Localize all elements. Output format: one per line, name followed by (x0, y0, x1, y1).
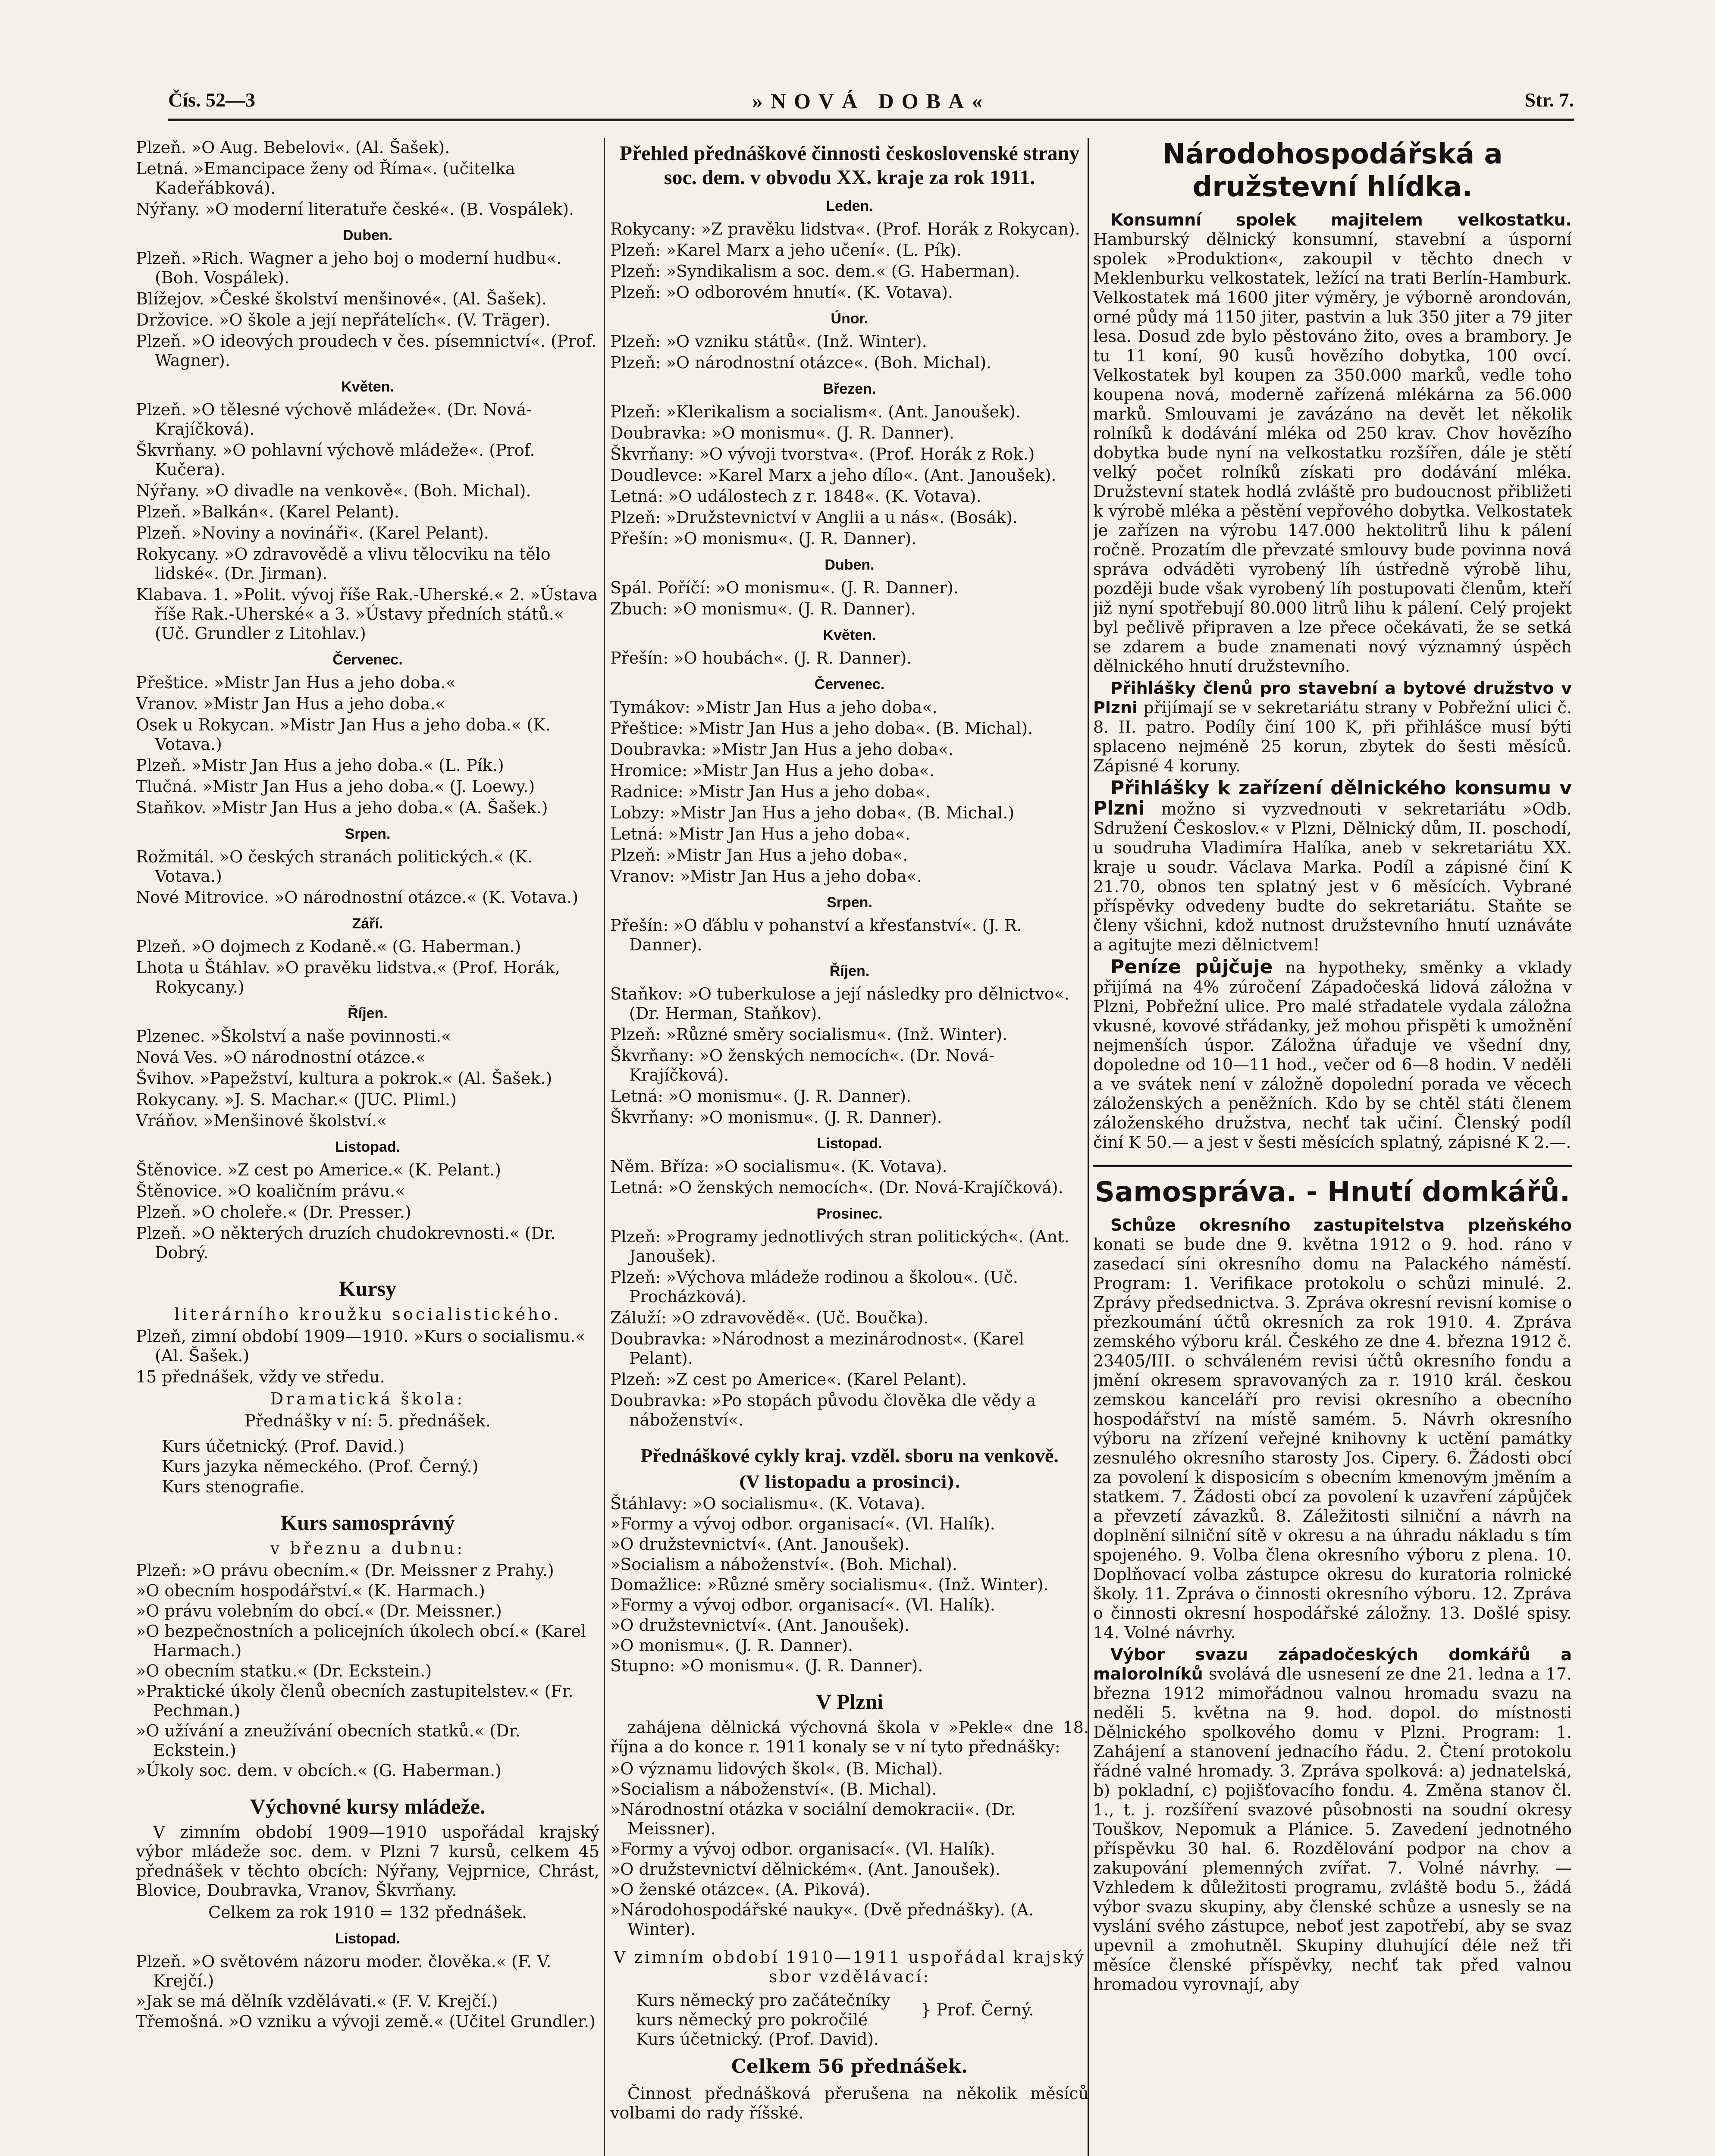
lecture-entry: »O obecním hospodářství.« (K. Harmach.) (136, 1581, 485, 1600)
column-divider (604, 138, 605, 2156)
lecture-entry: »Jak se má dělník vzdělávati.« (F. V. Krejčí.) (136, 1992, 498, 2011)
kurs-lecturer: } Prof. Černý. (921, 2000, 1034, 2019)
cykly-sub: (V listopadu a prosinci). (738, 1472, 961, 1492)
lecture-entry: Nýřany. »O divadle na venkově«. (Boh. Michal). (136, 481, 531, 500)
lecture-entry: Přešín: »O houbách«. (J. R. Danner). (610, 649, 912, 667)
lecture-entry: Přešín: »O monismu«. (J. R. Danner). (610, 529, 917, 548)
lecture-entry: »O ženské otázce«. (A. Piková). (610, 1880, 871, 1899)
lecture-entry: Držovice. »O škole a její nepřátelích«. (V. Träger). (136, 310, 551, 329)
month-heading: Srpen. (345, 826, 391, 842)
lecture-entry: Záluží: »O zdravovědě«. (Uč. Boučka). (610, 1308, 929, 1327)
kursy-subtitle: literárního kroužku socialistického. (174, 1305, 561, 1324)
lecture-entry: Zbuch: »O monismu«. (J. R. Danner). (610, 599, 916, 618)
lecture-entry: Letná: »Mistr Jan Hus a jeho doba«. (610, 824, 910, 843)
column-2 (610, 138, 1089, 2156)
month-heading: Srpen. (827, 894, 872, 911)
lecture-entry: Plzeň: »Výchova mládeže rodinou a školou«. (Uč. Procházková). (610, 1268, 1018, 1306)
lecture-entry: »Socialism a náboženství«. (Boh. Michal). (610, 1555, 957, 1574)
lecture-entry: Nové Mitrovice. »O národnostní otázce.« (K. Votava.) (136, 888, 579, 907)
section-divider (1093, 1165, 1572, 1167)
cykly-list (610, 1494, 1089, 1676)
end-note: Činnost přednášková přerušena na několik měsíců volbami do rady říšské. (610, 2084, 1089, 2122)
samospravny-title: Kurs samosprávný (280, 1510, 455, 1535)
column-1 (136, 138, 599, 2156)
month-heading: Duben. (342, 227, 393, 244)
lecture-entry: »Socialism a náboženství«. (B. Michal). (610, 1780, 937, 1799)
lecture-entry: Staňkov. »Mistr Jan Hus a jeho doba.« (A. Šašek.) (136, 798, 548, 817)
lecture-entry: Přeštice: »Mistr Jan Hus a jeho doba«. (B. Michal). (610, 719, 1033, 738)
lecture-entry: Plzeň: »Z cest po Americe«. (Karel Pelant). (610, 1370, 967, 1389)
lecture-entry: Plzeň: »Syndikalism a soc. dem.« (G. Haberman). (610, 262, 1020, 281)
lecture-entry: Plzeň: »O národnostní otázce«. (Boh. Michal). (610, 353, 992, 372)
lecture-entry: Stupno: »O monismu«. (J. R. Danner). (610, 1656, 923, 1675)
lecture-entry: Štěnovice. »Z cest po Americe.« (K. Pelant.) (136, 1160, 501, 1179)
lecture-entry: Plzeň. »Rich. Wagner a jeho boj o moderní hudbu«. (Boh. Vospálek). (136, 249, 562, 287)
lecture-entry: Osek u Rokycan. »Mistr Jan Hus a jeho doba.« (K. Votava.) (136, 715, 551, 754)
overview-title: Přehled přednáškové činnosti československé strany soc. dem. v obvodu XX. kraje za rok 1911. (619, 142, 1080, 189)
kurs-line: Kurs německý pro začátečníky (636, 1991, 890, 2010)
lecture-entry: »Formy a vývoj odbor. organisací«. (Vl. Halík). (610, 1839, 995, 1858)
lecture-entry: Plzeň: »O právu obecním.« (Dr. Meissner z Prahy.) (136, 1561, 554, 1580)
lecture-entry: »Národohospodářské nauky«. (Dvě přednášky). (A. Winter). (610, 1900, 1034, 1939)
month-heading: Prosinec. (816, 1206, 883, 1222)
lecture-entry: »O družstevnictví dělnickém«. (Ant. Janoušek). (610, 1860, 1000, 1879)
month-heading: Květen. (823, 627, 876, 643)
lecture-entry: Plzeň. »O dojmech z Kodaně.« (G. Haberman.) (136, 937, 521, 956)
lecture-entry: Plzeň: »Družstevnictví v Anglii a u nás«. (Bosák). (610, 508, 1018, 527)
lecture-entry: Škvrňany: »O monismu«. (J. R. Danner). (610, 1108, 942, 1127)
month-heading: Listopad. (335, 1930, 401, 1947)
article-lead: Konsumní spolek majitelem velkostatku. (1110, 210, 1572, 229)
lecture-entry: Doubravka: »Národnost a mezinárodnost«. (Karel Pelant). (610, 1329, 1024, 1368)
lecture-entry: Plzeň. »Balkán«. (Karel Pelant). (136, 502, 399, 521)
lecture-entry: Domažlice: »Různé směry socialismu«. (Inž. Winter). (610, 1575, 1049, 1594)
article-text: konati se bude dne 9. května 1912 o 9. hod. ráno v zasedací síni okresního domu na Palackého náměstí. Program: 1. Verifikace protokolu o schůzi minulé. 2. Zprávy předsednictva. 3. Zpráva okresní revisní komise o přezkoumání účtů okresních za rok 1910. 4. Zpráva zemského výboru král. Českého ze dne 4. března 1912 č. 23405/III. o schváleném revisi účtů okresního fondu a jmění okresem spravovaných za r. 1910 král. českou zemskou kanceláří pro revisi okresního a obecního hospodářství na místě samém. 5. Návrh okresního výboru na zřízení veřejné knihovny k uctění památky zesnulého okresního starosty Jos. Cipery. 6. Žádosti obcí za povolení k disposicím s obecním kmenovým jměním a statkem. 7. Žádosti obcí za povolení k uzavření zápůjček a převzetí závazků. 8. Záležitosti silniční a návrh na doplnění silniční sítě v okresu a na úhradu nákladu s tím spojeného. 9. Volba člena okresního výboru z plena. 10. Doplňovací volba zástupce okresu do kuratoria rolnické školy. 11. Zpráva o činnosti okresního výboru. 12. Zpráva o činnosti okresní hospodářské záložny. 13. Došlé spisy. 14. Volné návrhy. (1093, 1235, 1572, 1642)
lecture-entry: Škvrňany. »O pohlavní výchově mládeže«. (Prof. Kučera). (136, 441, 535, 479)
lecture-entry: Plzeň. »O choleře.« (Dr. Presser.) (136, 1203, 411, 1222)
lecture-entry: »Úkoly soc. dem. v obcích.« (G. Haberman.) (136, 1761, 502, 1780)
intro-list (136, 138, 599, 219)
economics-title: Národohospodářská a družstevní hlídka. (1162, 138, 1503, 203)
lecture-entry: »Formy a vývoj odbor. organisací«. (Vl. Halík). (610, 1514, 995, 1533)
lecture-entry: Plzeň: »Karel Marx a jeho učení«. (L. Pík). (610, 241, 962, 260)
page-header (168, 88, 1574, 121)
month-heading: Březen. (823, 381, 876, 397)
month-heading: Únor. (831, 310, 868, 327)
article-text: svolává dle usnesení ze dne 21. ledna a 17. března 1912 mimořádnou valnou hromadu svazu na neděli 5. května na 9. hod. dopol. do místnosti Dělnického spolkového domu v Plzni. Program: 1. Zahájení a stanovení jednacího řádu. 2. Čtení protokolu řádné valné hromady. 3. Zpráva spolková: a) jednatelská, b) pokladní, c) pojišťovacího fondu. 4. Změna stanov čl. 1., t. j. rozšíření svazové působnosti na soudní okresy Touškov, Nepomuk a Plánice. 5. Zavedení jednotného příspěvku 30 hal. 6. Rozdělování podpor na chov a zakupování plemenných zvířat. 7. Volné návrhy. — Vzhledem k důležitosti programu, zvláště bodu 5., žádá výbor svazu skupiny, aby členské schůze a usnesly se na vyslání svého zástupce, neboť jest zapotřebí, aby se svaz upevnil a zmohutněl. Skupiny dluhující déle než tři měsíce členské příspěvky, nechť tak před valnou hromadou vyrovnají, aby (1093, 1664, 1572, 1994)
lecture-entry: Plzeň: »Programy jednotlivých stran politických«. (Ant. Janoušek). (610, 1227, 1069, 1266)
lecture-entry: Rokycany: »Z pravěku lidstva«. (Prof. Horák z Rokycan). (610, 219, 1080, 238)
month-heading: Listopad. (817, 1135, 882, 1152)
column-3 (1093, 138, 1572, 2156)
drama-school-text: Přednášky v ní: 5. přednášek. (245, 1411, 491, 1430)
lecture-entry: Plzeň. »O ideových proudech v čes. písemnictví«. (Prof. Wagner). (136, 332, 597, 370)
kursy-title: Kursy (339, 1276, 397, 1300)
article-lead: Schůze okresního zastupitelstva plzeňského (1110, 1216, 1572, 1235)
lecture-entry: Lobzy: »Mistr Jan Hus a jeho doba«. (B. Michal.) (610, 803, 1015, 822)
lecture-entry: Tymákov: »Mistr Jan Hus a jeho doba«. (610, 698, 937, 717)
article-lead: Přihlášky k zařízení dělnického konsumu v Plzni (1093, 777, 1572, 819)
kurs-line: Kurs jazyka německého. (Prof. Černý.) (162, 1457, 479, 1476)
month-heading: Září. (352, 915, 383, 932)
lecture-entry: »O obecním statku.« (Dr. Eckstein.) (136, 1661, 432, 1680)
month-heading: Listopad. (335, 1139, 401, 1155)
samospravny-list (136, 1561, 599, 1780)
article-text: přijímají se v sekretariátu strany v Pobřežní ulici č. 8. II. patro. Podíly činí 100 K, při přihlášce musí býti splaceno nejméně 25 korun, zbytek do šesti měsíců. Zápisné 4 koruny. (1093, 698, 1572, 775)
lecture-entry: »Praktické úkoly členů obecních zastupitelstev.« (Fr. Pechman.) (136, 1682, 574, 1720)
article-text: na hypotheky, směnky a vklady přijímá na 4% zúročení Západočeská lidová záložna v Plzni, Pobřežní ulice. Pro malé střadatele vydala záložna vkusné, kovové střádanky, jež mohou přispěti k umožnění nejmenších úspor. Záložna úřaduje ve všední dny, dopoledne od 10—11 hod., večer od 6—8 hodin. V neděli a ve svátek není v záložně dopolední porada ve věcech záloženských a peněžních. Kdo by se chtěl státi členem záloženského družstva, nechť tak učiní. Členský podíl činí K 50.— a jest v šesti měsících splatný, zápisné K 2.—. (1093, 958, 1572, 1152)
lecture-entry: »O významu lidových škol«. (B. Michal). (610, 1759, 943, 1778)
kursy-text: 15 přednášek, vždy ve středu. (136, 1367, 385, 1386)
lecture-entry: Přešín: »O ďáblu v pohanství a křesťanství«. (J. R. Danner). (610, 916, 1022, 954)
vychovne-total: Celkem za rok 1910 = 132 přednášek. (208, 1903, 527, 1922)
newspaper-title: »NOVÁ DOBA« (752, 89, 991, 113)
article-lead: Výbor svazu západočeských domkářů a malorolníků (1093, 1645, 1572, 1683)
vplzni-list (610, 1759, 1089, 1939)
kursy-list (136, 1437, 599, 1497)
lecture-entry: Plzeň: »O odborovém hnutí«. (K. Votava). (610, 283, 953, 302)
lecture-entry: Plzeň: »Mistr Jan Hus a jeho doba«. (610, 846, 908, 865)
lecture-entry: Škvrňany: »O ženských nemocích«. (Dr. Nová-Krajíčková). (610, 1046, 994, 1084)
lecture-entry: »Formy a vývoj odbor. organisací«. (Vl. Halík). (610, 1595, 995, 1614)
vplzni-title: V Plzni (815, 1689, 884, 1714)
lecture-entry: Spál. Poříčí: »O monismu«. (J. R. Danner). (610, 578, 959, 597)
lecture-months (610, 197, 1089, 1430)
lecture-entry: Blížejov. »České školství menšinové«. (Al. Šašek). (136, 289, 547, 308)
cykly-title: Přednáškové cykly kraj. vzděl. sboru na venkově. (640, 1445, 1059, 1467)
month-heading: Duben. (825, 557, 875, 573)
lecture-entry: »O právu volebním do obcí.« (Dr. Meissner.) (136, 1601, 502, 1620)
lecture-entry: Plzeň. »O tělesné výchově mládeže«. (Dr. Nová-Krajíčková). (136, 400, 532, 439)
lecture-entry: »O užívání a zneužívání obecních statků.« (Dr. Eckstein.) (136, 1721, 520, 1760)
lecture-entry: Plzeň: »Klerikalism a socialism«. (Ant. Janoušek). (610, 402, 1021, 421)
lecture-entry: Štěnovice. »O koaličním právu.« (136, 1181, 405, 1200)
lecture-months (136, 226, 599, 1263)
lecture-entry: Plzeň. »O světovém názoru moder. člověka.« (F. V. Krejčí.) (136, 1952, 552, 1990)
lecture-entry: Třemošná. »O vzniku a vývoji země.« (Učitel Grundler.) (136, 2012, 596, 2031)
lecture-entry: »O družstevnictví«. (Ant. Janoušek). (610, 1616, 910, 1635)
lecture-entry: Doubravka: »Mistr Jan Hus a jeho doba«. (610, 740, 953, 759)
lecture-entry: Klabava. 1. »Polit. vývoj říše Rak.-Uherské.« 2. »Ústava říše Rak.-Uherské« a 3. »Ústavy předních států.« (Uč. Grundler z Litohlav.) (136, 585, 598, 643)
lecture-entry: Letná: »O monismu«. (J. R. Danner). (610, 1087, 912, 1106)
vychovne-list (136, 1952, 599, 2031)
issue-number: Čís. 52—3 (168, 89, 255, 111)
kurs-line: Kurs účetnický. (Prof. David). (636, 2030, 879, 2049)
lecture-entry: Plzeň. »Mistr Jan Hus a jeho doba.« (L. Pík.) (136, 756, 504, 775)
lecture-entry: Doudlevce: »Karel Marx a jeho dílo«. (Ant. Janoušek). (610, 466, 1057, 485)
lecture-entry: Plzeň. »O Aug. Bebelovi«. (Al. Šašek). (136, 138, 450, 157)
lecture-entry: Letná. »Emancipace ženy od Říma«. (učitelka Kadeřábková). (136, 159, 515, 197)
self-government-title: Samospráva. - Hnutí domkářů. (1094, 1176, 1571, 1208)
lecture-entry: Plzeň: »O vzniku států«. (Inž. Winter). (610, 332, 927, 351)
lecture-entry: Letná: »O událostech z r. 1848«. (K. Votava). (610, 487, 981, 506)
drama-school-title: Dramatická škola: (270, 1389, 465, 1408)
samospravny-subtitle: v březnu a dubnu: (270, 1539, 465, 1558)
lecture-entry: Nýřany. »O moderní literatuře české«. (B. Vospálek). (136, 200, 574, 219)
lecture-entry: Hromice: »Mistr Jan Hus a jeho doba«. (610, 761, 934, 780)
lecture-entry: Lhota u Štáhlav. »O pravěku lidstva.« (Prof. Horák, Rokycany.) (136, 958, 560, 997)
month-heading: Květen. (341, 379, 394, 395)
lecture-entry: Plzeň: »Různé směry socialismu«. (Inž. Winter). (610, 1025, 1008, 1044)
vplzni-text: zahájena dělnická výchovná škola v »Pekle« dne 18. října a do konce r. 1911 konaly se v ní tyto přednášky: (610, 1718, 1089, 1756)
month-heading: Červenec. (332, 652, 403, 668)
lecture-entry: »O monismu«. (J. R. Danner). (610, 1636, 853, 1655)
lecture-entry: Staňkov: »O tuberkulose a její následky pro dělnictvo«. (Dr. Herman, Staňkov). (610, 984, 1069, 1023)
kurs-line: Kurs účetnický. (Prof. David.) (162, 1437, 405, 1456)
total-lectures: Celkem 56 přednášek. (731, 2056, 968, 2078)
kurs-line: kurs německý pro pokročilé (636, 2010, 868, 2029)
vychovne-text: V zimním období 1909—1910 uspořádal krajský výbor mládeže soc. dem. v Plzni 7 kursů, celkem 45 přednášek v těchto obcích: Nýřany, Vejprnice, Chrást, Blovice, Doubravka, Vranov, Škvrňany. (136, 1823, 599, 1900)
lecture-entry: Vranov: »Mistr Jan Hus a jeho doba«. (610, 867, 922, 886)
lecture-entry: »Národnostní otázka v sociální demokracii«. (Dr. Meissner). (610, 1800, 1016, 1838)
lecture-entry: Tlučná. »Mistr Jan Hus a jeho doba.« (J. Loewy.) (136, 777, 535, 796)
lecture-entry: »O bezpečnostních a policejních úkolech obcí.« (Karel Harmach.) (136, 1622, 586, 1660)
lecture-entry: »O družstevnictví«. (Ant. Janoušek). (610, 1535, 910, 1554)
lecture-entry: Plzenec. »Školství a naše povinnosti.« (136, 1027, 451, 1046)
lecture-entry: Plzeň. »Noviny a novináři«. (Karel Pelant). (136, 523, 489, 542)
zimni-obdobi: V zimním období 1910—1911 uspořádal krajský sbor vzdělávací: (614, 1948, 1085, 1986)
lecture-entry: Štáhlavy: »O socialismu«. (K. Votava). (610, 1494, 925, 1513)
kurs-block (610, 1991, 1089, 2049)
lecture-entry: Švihov. »Papežství, kultura a pokrok.« (Al. Šašek.) (136, 1069, 552, 1088)
kursy-text: Plzeň, zimní období 1909—1910. »Kurs o socialismu.« (Al. Šašek.) (136, 1327, 586, 1365)
lecture-entry: Doubravka: »O monismu«. (J. R. Danner). (610, 423, 955, 442)
month-heading: Leden. (826, 198, 873, 214)
month-heading: Červenec. (814, 676, 885, 693)
lecture-entry: Něm. Bříza: »O socialismu«. (K. Votava). (610, 1157, 947, 1176)
article-lead: Peníze půjčuje (1110, 956, 1273, 978)
lecture-entry: Nová Ves. »O národnostní otázce.« (136, 1048, 426, 1067)
article-text: Hamburský dělnický konsumní, stavební a úsporní spolek »Produktion«, zakoupil v těchto dnech v Meklenburku velkostatek, ležící na trati Berlín-Hamburk. Velkostatek má 1600 jiter výměry, je výborně arondován, orné půdy má 1150 jiter, pastvin a luk 350 jiter a 79 jiter lesa. Dosud zde bylo pěstováno žito, oves a brambory. Je tu 11 koní, 90 kusů hovězího dobytka, 100 ovcí. Velkostatek byl koupen za 350.000 marků, vedle toho koupena nová, moderně zařízená mlékárna za 56.000 marků. Smlouvami je zavázáno na devět let několik rolníků k dodávání mléka od 250 krav. Chov hovězího dobytka bude nyní na velkostatku rozšířen, dále je stětí velký počet rolníků získati pro dodávání mléka. Družstevní statek hodlá zvláště pro budoucnost přibližeti k výrobě mléka a pěstění vepřového dobytka. Velkostatek je zařízen na výrobu 147.000 hektolitrů lihu k pálení ročně. Prozatím dle převzaté smlouvy bude povinna nová správa odváděti vyrobený líh ústředně výrobě lihu, později bude však vyrobený líh postupovati členům, kteří již nyní spotřebují 80.000 litrů lihu k pálení. Celý projekt byl pečlivě připraven a lze přece očekávati, že se setká se zdarem a bude znamenati nový významný úspěch dělnického hnutí družstevního. (1093, 230, 1572, 676)
lecture-entry: Plzeň. »O některých druzích chudokrevnosti.« (Dr. Dobrý. (136, 1224, 556, 1262)
lecture-entry: Vranov. »Mistr Jan Hus a jeho doba.« (136, 694, 445, 713)
lecture-entry: Rokycany. »O zdravovědě a vlivu tělocviku na tělo lidské«. (Dr. Jirman). (136, 545, 551, 583)
article-text: možno si vyzvednouti v sekretariátu »Odb. Sdružení Českoslov.« v Plzni, Dělnický dům, II. poschodí, u soudruha Vladimíra Halíka, aneb v sekretariátu XX. kraje u soudr. Václava Marka. Podíl a zápisné činí K 21.70, obnos ten splatný jest v 6 měsících. Vybrané příspěvky odvedeny budte do sekretariátu. Staňte se členy všichni, kdož nutnost družstevního hnutí uznáváte a agitujte mezi dělnictvem! (1093, 799, 1572, 954)
lecture-entry: Škvrňany: »O vývoji tvorstva«. (Prof. Horák z Rok.) (610, 445, 1035, 464)
article-lead: Přihlášky členů pro stavební a bytové družstvo v Plzni (1093, 679, 1572, 717)
kurs-line: Kurs stenografie. (162, 1477, 305, 1496)
lecture-entry: Rožmitál. »O českých stranách politických.« (K. Votava.) (136, 847, 533, 886)
month-heading: Říjen. (348, 1005, 388, 1022)
lecture-entry: Vráňov. »Menšinové školství.« (136, 1111, 387, 1130)
lecture-entry: Přeštice. »Mistr Jan Hus a jeho doba.« (136, 673, 456, 692)
lecture-entry: Doubravka: »Po stopách původu člověka dle vědy a náboženství«. (610, 1391, 1036, 1429)
lecture-entry: Letná: »O ženských nemocích«. (Dr. Nová-Krajíčková). (610, 1178, 1063, 1197)
page-number: Str. 7. (1524, 89, 1574, 111)
month-heading: Říjen. (829, 963, 870, 979)
lecture-entry: Rokycany. »J. S. Machar.« (JUC. Pliml.) (136, 1090, 457, 1109)
lecture-entry: Radnice: »Mistr Jan Hus a jeho doba«. (610, 782, 931, 801)
vychovne-title: Výchovné kursy mládeže. (250, 1794, 486, 1818)
